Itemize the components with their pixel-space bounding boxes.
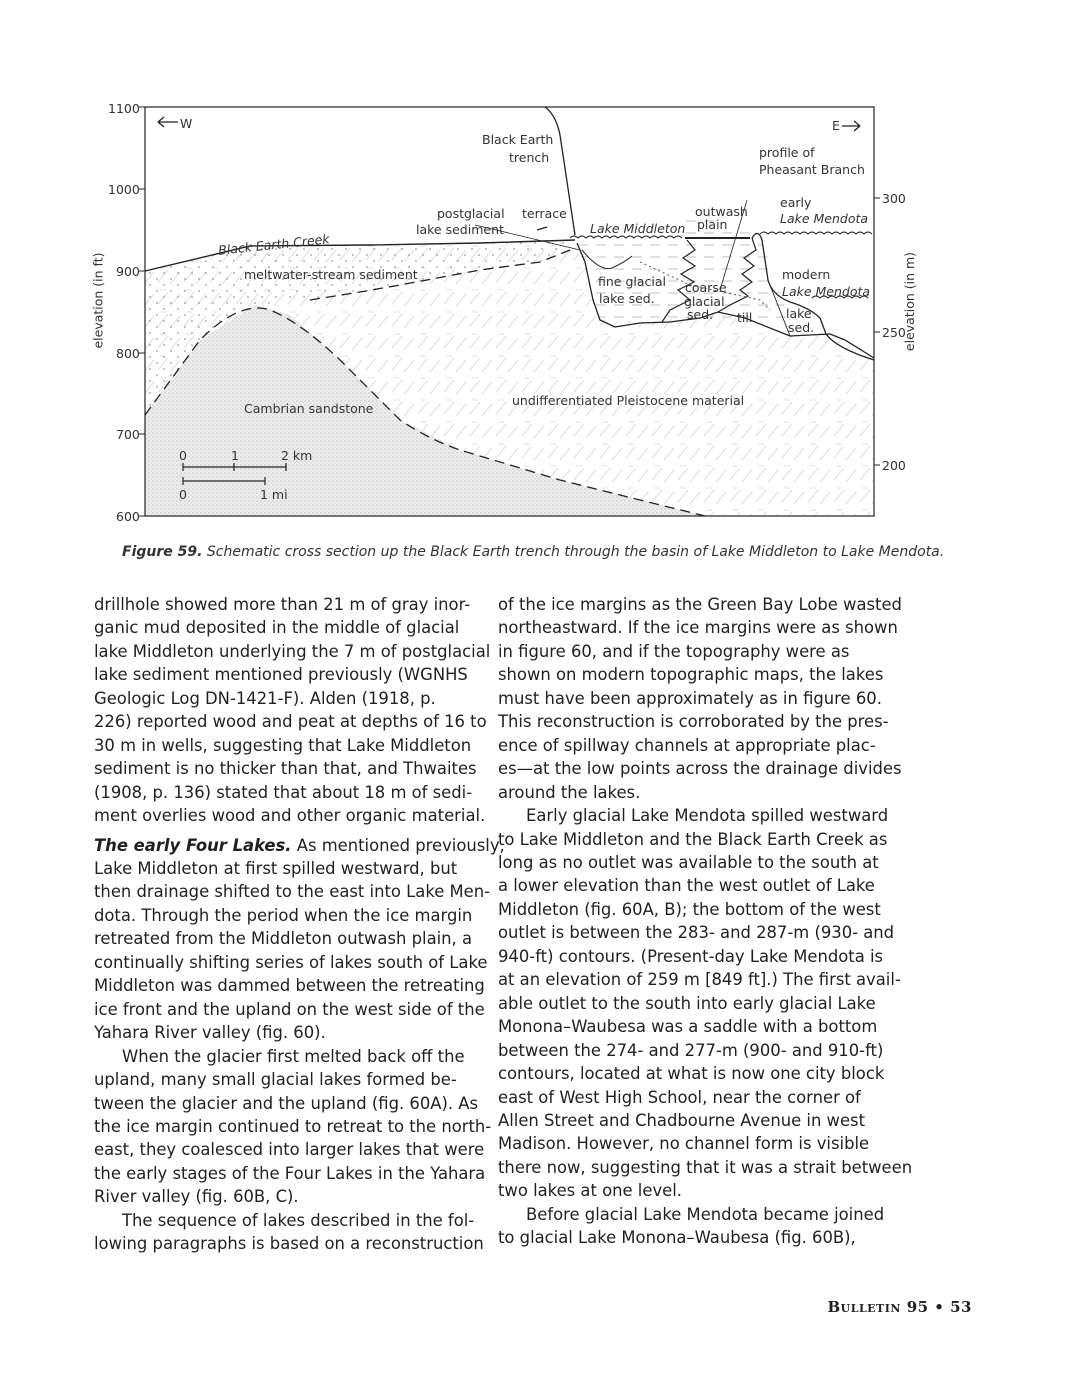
text-line: Middleton was dammed between the retreating bbox=[94, 976, 485, 996]
text-line: two lakes at one level. bbox=[498, 1181, 682, 1201]
y2-tick-300: 300 bbox=[882, 191, 906, 206]
label-early-lake-mendota: Lake Mendota bbox=[780, 211, 869, 226]
section-heading: The early Four Lakes. bbox=[94, 835, 292, 855]
scale-mi-1: 1 mi bbox=[260, 487, 288, 502]
text-line: When the glacier first melted back off the bbox=[122, 1046, 465, 1066]
label-plain: plain bbox=[697, 217, 728, 232]
text-line: in figure 60, and if the topography were as bbox=[498, 641, 850, 661]
text-line: upland, many small glacial lakes formed be- bbox=[94, 1070, 457, 1090]
y2-tick-200: 200 bbox=[882, 458, 906, 473]
text-line: the early stages of the Four Lakes in the Yahara bbox=[94, 1163, 486, 1183]
text-line: retreated from the Middleton outwash plain, a bbox=[94, 929, 473, 949]
text-line: Lake Middleton at first spilled westward, but bbox=[94, 858, 458, 878]
text-line: to Lake Middleton and the Black Earth Creek as bbox=[498, 829, 888, 849]
footer-bulletin: Bulletin bbox=[827, 1298, 901, 1316]
text-line: 940-ft) contours. (Present-day Lake Mendota is bbox=[498, 946, 884, 966]
scale-km-0: 0 bbox=[179, 448, 187, 463]
page-footer bbox=[827, 1298, 972, 1316]
left-axis-title: elevation (in ft) bbox=[90, 252, 106, 349]
text-line: tween the glacier and the upland (fig. 60A). As bbox=[94, 1093, 479, 1113]
footer-number: 95 bbox=[906, 1298, 929, 1316]
right-text-column bbox=[498, 593, 913, 1250]
text-line: ice front and the upland on the west side of the bbox=[94, 999, 485, 1019]
label-outwash: outwash bbox=[695, 204, 748, 219]
scale-mi-0: 0 bbox=[179, 487, 187, 502]
label-fine-lake-sed: lake sed. bbox=[599, 291, 655, 306]
text-line: (1908, p. 136) stated that about 18 m of sedi- bbox=[94, 782, 473, 802]
text-line: at an elevation of 259 m [849 ft].) The first avail- bbox=[498, 970, 901, 990]
footer-bullet: • bbox=[934, 1298, 945, 1316]
y-tick-700: 700 bbox=[116, 427, 140, 442]
y-tick-900: 900 bbox=[116, 264, 140, 279]
text-line bbox=[94, 834, 505, 857]
text-line: Monona–Waubesa was a saddle with a bottom bbox=[498, 1017, 878, 1037]
label-meltwater-sediment: meltwater-stream sediment bbox=[244, 267, 418, 282]
text-line: continually shifting series of lakes south of Lake bbox=[94, 952, 488, 972]
text-line: of the ice margins as the Green Bay Lobe wasted bbox=[498, 595, 902, 614]
scale-km-2: 2 km bbox=[281, 448, 313, 463]
footer-page-number: 53 bbox=[950, 1298, 972, 1316]
label-cambrian-sandstone: Cambrian sandstone bbox=[244, 401, 374, 416]
text-line: contours, located at what is now one city block bbox=[498, 1064, 885, 1084]
text-line: there now, suggesting that it was a strait between bbox=[498, 1157, 913, 1177]
label-profile-of: profile of bbox=[759, 145, 815, 160]
text-line: River valley (fig. 60B, C). bbox=[94, 1187, 299, 1207]
label-black-earth-creek: Black Earth Creek bbox=[217, 231, 331, 258]
scale-km-1: 1 bbox=[231, 448, 239, 463]
caption-label: Figure 59. bbox=[122, 544, 203, 560]
label-glacial: glacial bbox=[684, 294, 725, 309]
text-line: east of West High School, near the corner of bbox=[498, 1087, 861, 1107]
label-modern-lake-mendota: Lake Mendota bbox=[782, 284, 871, 299]
text-line: between the 274- and 277-m (900- and 910-ft) bbox=[498, 1040, 884, 1060]
label-lake: lake bbox=[786, 306, 812, 321]
text-line-body: As mentioned previously, bbox=[291, 835, 505, 855]
text-line: es—at the low points across the drainage divides bbox=[498, 759, 902, 779]
label-early: early bbox=[780, 195, 812, 210]
y2-tick-250: 250 bbox=[882, 325, 906, 340]
label-black-earth: Black Earth bbox=[482, 132, 554, 147]
text-line: long as no outlet was available to the south at bbox=[498, 852, 879, 872]
label-lake-sediment: lake sediment bbox=[416, 222, 504, 237]
y-tick-1100: 1100 bbox=[108, 101, 140, 116]
y-tick-600: 600 bbox=[116, 509, 140, 524]
text-line: The sequence of lakes described in the fol- bbox=[122, 1210, 475, 1230]
label-coarse: coarse bbox=[685, 280, 727, 295]
y-tick-800: 800 bbox=[116, 346, 140, 361]
figure-caption bbox=[122, 544, 944, 560]
label-sed: sed. bbox=[687, 307, 714, 322]
label-postglacial: postglacial bbox=[437, 206, 505, 221]
text-line: sediment is no thicker than that, and Thwaites bbox=[94, 759, 477, 779]
text-line: Early glacial Lake Mendota spilled westward bbox=[526, 806, 889, 826]
label-fine-glacial: fine glacial bbox=[598, 274, 667, 289]
text-line: Allen Street and Chadbourne Avenue in west bbox=[498, 1110, 866, 1130]
text-line: a lower elevation than the west outlet of Lake bbox=[498, 876, 875, 896]
text-line: dota. Through the period when the ice margin bbox=[94, 905, 473, 925]
text-line: ganic mud deposited in the middle of glacial bbox=[94, 618, 460, 638]
text-line: 30 m in wells, suggesting that Lake Middleton bbox=[94, 735, 472, 755]
text-line: then drainage shifted to the east into Lake Men- bbox=[94, 882, 491, 902]
left-text-column bbox=[94, 593, 505, 1256]
text-line: ment overlies wood and other organic material. bbox=[94, 806, 486, 826]
label-pleistocene: undifferentiated Pleistocene material bbox=[512, 393, 745, 408]
text-line: lake Middleton underlying the 7 m of postglacial bbox=[94, 641, 491, 661]
east-label: E bbox=[832, 118, 840, 133]
label-till: till bbox=[737, 310, 753, 325]
text-line: Before glacial Lake Mendota became joined bbox=[526, 1204, 885, 1224]
label-pheasant-branch: Pheasant Branch bbox=[759, 162, 865, 177]
right-axis-title: elevation (in m) bbox=[902, 251, 918, 352]
text-line: east, they coalesced into larger lakes that were bbox=[94, 1140, 485, 1160]
label-lake-sed: sed. bbox=[788, 320, 815, 335]
y-tick-1000: 1000 bbox=[108, 182, 140, 197]
label-terrace: terrace bbox=[522, 206, 567, 221]
text-line: to glacial Lake Monona–Waubesa (fig. 60B), bbox=[498, 1228, 856, 1248]
text-line: 226) reported wood and peat at depths of 16 to bbox=[94, 712, 487, 732]
label-modern: modern bbox=[782, 267, 831, 282]
label-lake-middleton: Lake Middleton bbox=[590, 221, 686, 236]
text-line: Middleton (fig. 60A, B); the bottom of the west bbox=[498, 899, 881, 919]
text-line: drillhole showed more than 21 m of gray inor- bbox=[94, 595, 471, 614]
text-line: Yahara River valley (fig. 60). bbox=[94, 1023, 326, 1043]
text-line: outlet is between the 283- and 287-m (930- and bbox=[498, 923, 895, 943]
text-line: lowing paragraphs is based on a reconstruction bbox=[94, 1234, 484, 1254]
text-line: northeastward. If the ice margins were as shown bbox=[498, 618, 898, 638]
text-line: Geologic Log DN-1421-F). Alden (1918, p. bbox=[94, 688, 436, 708]
text-line: lake sediment mentioned previously (WGNHS bbox=[94, 665, 468, 685]
text-line: Madison. However, no channel form is visible bbox=[498, 1134, 870, 1154]
text-line: This reconstruction is corroborated by the pres- bbox=[498, 712, 889, 732]
text-line: must have been approximately as in figure 60. bbox=[498, 688, 882, 708]
text-line: around the lakes. bbox=[498, 782, 641, 802]
text-line: ence of spillway channels at appropriate plac- bbox=[498, 735, 876, 755]
west-label: W bbox=[180, 116, 193, 131]
caption-text: Schematic cross section up the Black Earth trench through the basin of Lake Middleton to Lake Mendota. bbox=[202, 544, 945, 560]
text-line: able outlet to the south into early glacial Lake bbox=[498, 993, 876, 1013]
label-trench: trench bbox=[509, 150, 550, 165]
text-line: the ice margin continued to retreat to the north- bbox=[94, 1116, 492, 1136]
text-line: shown on modern topographic maps, the lakes bbox=[498, 665, 884, 685]
